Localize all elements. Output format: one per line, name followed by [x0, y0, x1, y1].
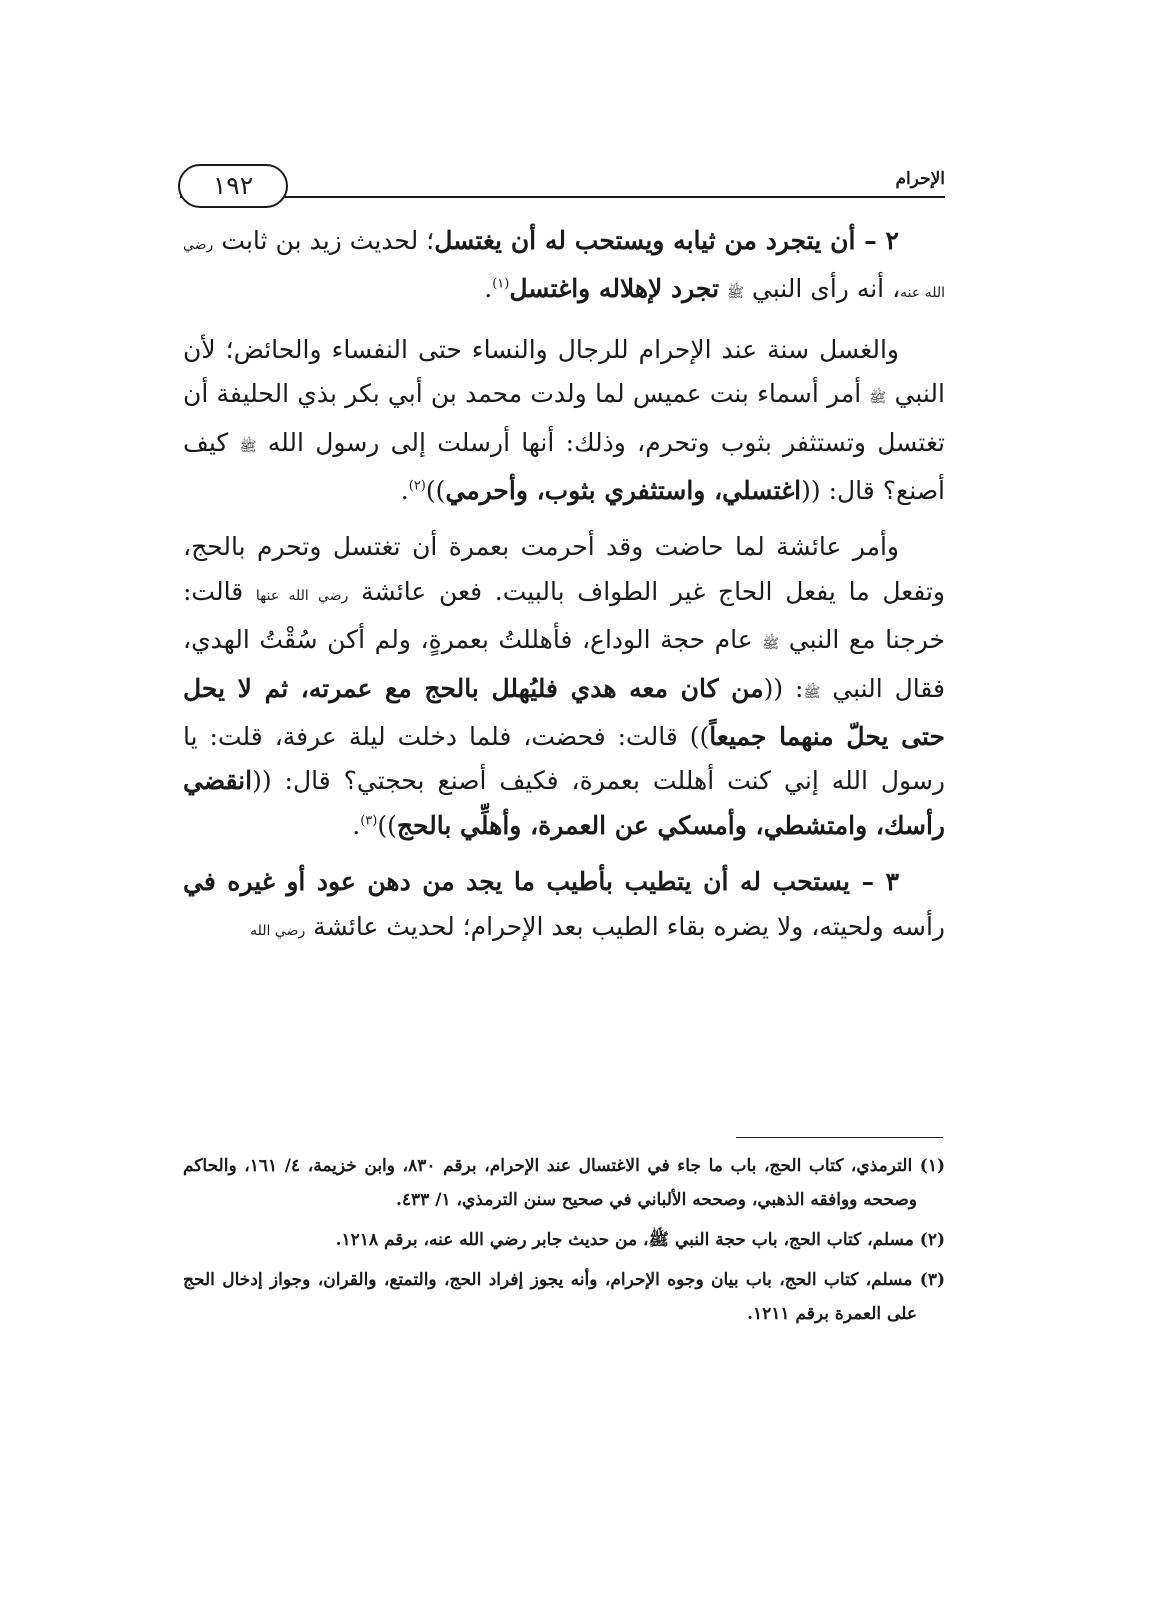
hadith-quote: انقضي رأسك، وامتشطي، وأمسكي عن العمرة، وأهلِّي بالحج	[183, 766, 945, 840]
footnote-2: (٢) مسلم، كتاب الحج، باب حجة النبي ﷺ، من حديث جابر رضي الله عنه، برقم ١٢١٨.	[335, 1230, 945, 1250]
paragraph-1: ٢ – أن يتجرد من ثيابه ويستحب له أن يغتسل؛ لحديث زيد بن ثابت رضي الله عنه، أنه رأى النبي ﷺ تجرد لإهلاله واغتسل$^{(١)}$.	[183, 226, 945, 304]
footnotes	[183, 1149, 945, 1337]
honorific: ﷺ	[726, 285, 744, 302]
item-number: ٢ –	[855, 226, 899, 255]
footnote-3: (٣) مسلم، كتاب الحج، باب بيان وجوه الإحرام، وأنه يجوز إفراد الحج، والتمتع، والقران، وجواز إدخال الحج على العمرة برقم ١٢١١.	[183, 1270, 945, 1324]
hadith-quote: من كان معه هدي فليُهلل بالحج مع عمرته، ثم لا يحل حتى يحلّ منهما جميعاً	[183, 673, 945, 752]
honorific: ﷺ	[803, 684, 821, 701]
paragraph-2: والغسل سنة عند الإحرام للرجال والنساء حتى النفساء والحائض؛ لأن النبي ﷺ أمر أسماء بنت عميس لما ولدت محمد بن أبي بكر بذي الحليفة أن تغتسل وتستثفر بثوب وتحرم، وذلك: أنها أرسلت إلى رسول الله ﷺ كيف أصنع؟ قال: ((اغتسلي، واستثفري بثوب، وأحرمي))$^{(٢)}$.	[183, 334, 945, 506]
hadith-quote: تجرد لإهلاله واغتسل	[509, 274, 720, 304]
hadith-quote: اغتسلي، واستثفري بثوب، وأحرمي	[445, 476, 802, 506]
honorific: رضي الله	[250, 922, 306, 939]
honorific: ﷺ	[762, 636, 780, 653]
footnote-separator	[736, 1137, 943, 1138]
footnote-ref[interactable]: (٢)	[408, 478, 426, 494]
paragraph-3: وأمر عائشة لما حاضت وقد أحرمت بعمرة أن تغتسل وتحرم بالحج، وتفعل ما يفعل الحاج غير الطواف بالبيت. فعن عائشة رضي الله عنها قالت: خرجنا مع النبي ﷺ عام حجة الوداع، فأهللتُ بعمرةٍ، ولم أكن سُقْتُ الهدي، فقال النبي ﷺ: ((من كان معه هدي فليُهلل بالحج مع عمرته، ثم لا يحل حتى يحلّ منهما جميعاً)) قالت: فحضت، فلما دخلت ليلة عرفة، قلت: يا رسول الله إني كنت أهللت بعمرة، فكيف أصنع بحجتي؟ قال: ((انقضي رأسك، وامتشطي، وأمسكي عن العمرة، وأهلِّي بالحج))$^{(٣)}$.	[183, 532, 946, 840]
page-header	[180, 166, 945, 206]
main-text	[183, 219, 945, 953]
item-number: ٣ –	[850, 867, 899, 897]
footnote-1: (١) الترمذي، كتاب الحج، باب ما جاء في الاغتسال عند الإحرام، برقم ٨٣٠، وابن خزيمة، ٤/ ١٦١، والحاكم وصححه ووافقه الذهبي، وصححه الألباني في صحيح سنن الترمذي، ١/ ٤٣٣.	[183, 1156, 945, 1210]
footnote-ref[interactable]: (٣)	[360, 813, 378, 829]
paragraph-4: ٣ – يستحب له أن يتطيب بأطيب ما يجد من دهن عود أو غيره في رأسه ولحيته، ولا يضره بقاء الطيب بعد الإحرام؛ لحديث عائشة رضي الله	[183, 867, 945, 941]
honorific: ﷺ	[869, 390, 887, 407]
ruling-heading: يستحب له أن يتطيب بأطيب ما يجد من دهن عود أو غيره في	[183, 867, 851, 897]
honorific: رضي الله عنه	[183, 237, 945, 302]
footnote-ref[interactable]: (١)	[492, 277, 510, 293]
ruling-heading: أن يتجرد من ثيابه ويستحب له أن يغتسل	[434, 226, 856, 255]
honorific: رضي الله عنها	[255, 587, 349, 604]
page-number: ١٩٢	[178, 164, 288, 208]
header-rule	[180, 196, 945, 198]
running-title: الإحرام	[889, 169, 945, 189]
honorific: ﷺ	[239, 438, 257, 455]
